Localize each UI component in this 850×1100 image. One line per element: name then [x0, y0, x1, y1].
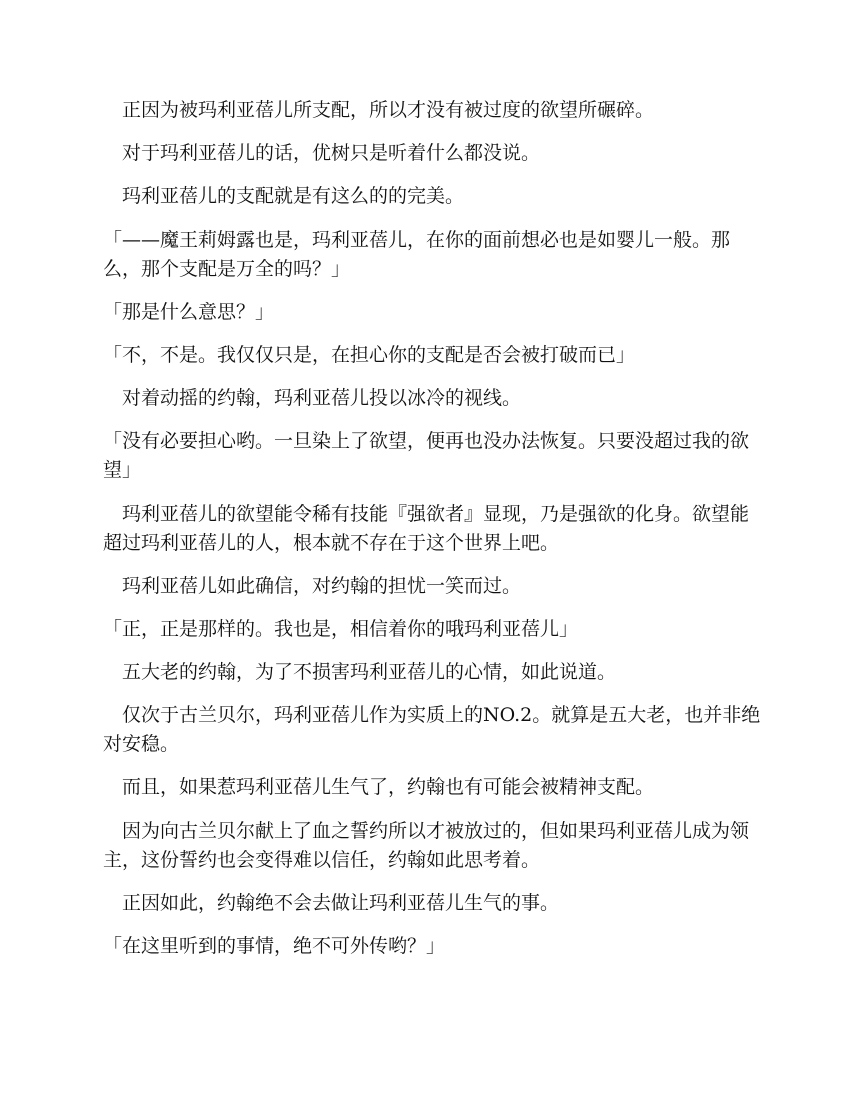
paragraph: 而且，如果惹玛利亚蓓儿生气了，约翰也有可能会被精神支配。: [103, 776, 655, 799]
paragraph: 「那是什么意思？」: [103, 300, 275, 323]
paragraph: 「——魔王莉姆露也是，玛利亚蓓儿，在你的面前想必也是如婴儿一般。那么，那个支配是万全的吗？」: [103, 228, 731, 280]
paragraph: 「不，不是。我仅仅只是，在担心你的支配是否会被打破而已」: [103, 343, 636, 366]
paragraph: 对着动摇的约翰，玛利亚蓓儿投以冰冷的视线。: [103, 387, 522, 410]
paragraph: 玛利亚蓓儿如此确信，对约翰的担忧一笑而过。: [103, 574, 522, 597]
paragraph: 对于玛利亚蓓儿的话，优树只是听着什么都没说。: [103, 142, 541, 165]
paragraph: 五大老的约翰，为了不损害玛利亚蓓儿的心情，如此说道。: [103, 661, 617, 684]
paragraph: 正因如此，约翰绝不会去做让玛利亚蓓儿生气的事。: [103, 891, 560, 914]
paragraph: 玛利亚蓓儿的欲望能令稀有技能『强欲者』显现，乃是强欲的化身。欲望能超过玛利亚蓓儿的人，根本就不存在于这个世界上吧。: [103, 502, 750, 554]
paragraph: 因为向古兰贝尔献上了血之誓约所以才被放过的，但如果玛利亚蓓儿成为领主，这份誓约也会变得难以信任，约翰如此思考着。: [103, 819, 750, 871]
paragraph: 「在这里听到的事情，绝不可外传哟？」: [103, 935, 446, 957]
paragraph: 「没有必要担心哟。一旦染上了欲望，便再也没办法恢复。只要没超过我的欲望」: [103, 430, 750, 482]
paragraph: 「正，正是那样的。我也是，相信着你的哦玛利亚蓓儿」: [103, 617, 579, 640]
document-page: [103, 96, 763, 975]
paragraph: 玛利亚蓓儿的支配就是有这么的的完美。: [103, 185, 465, 208]
paragraph: 正因为被玛利亚蓓儿所支配，所以才没有被过度的欲望所碾碎。: [103, 99, 655, 121]
paragraph: 仅次于古兰贝尔，玛利亚蓓儿作为实质上的NO.2。就算是五大老，也并非绝对安稳。: [103, 704, 761, 756]
